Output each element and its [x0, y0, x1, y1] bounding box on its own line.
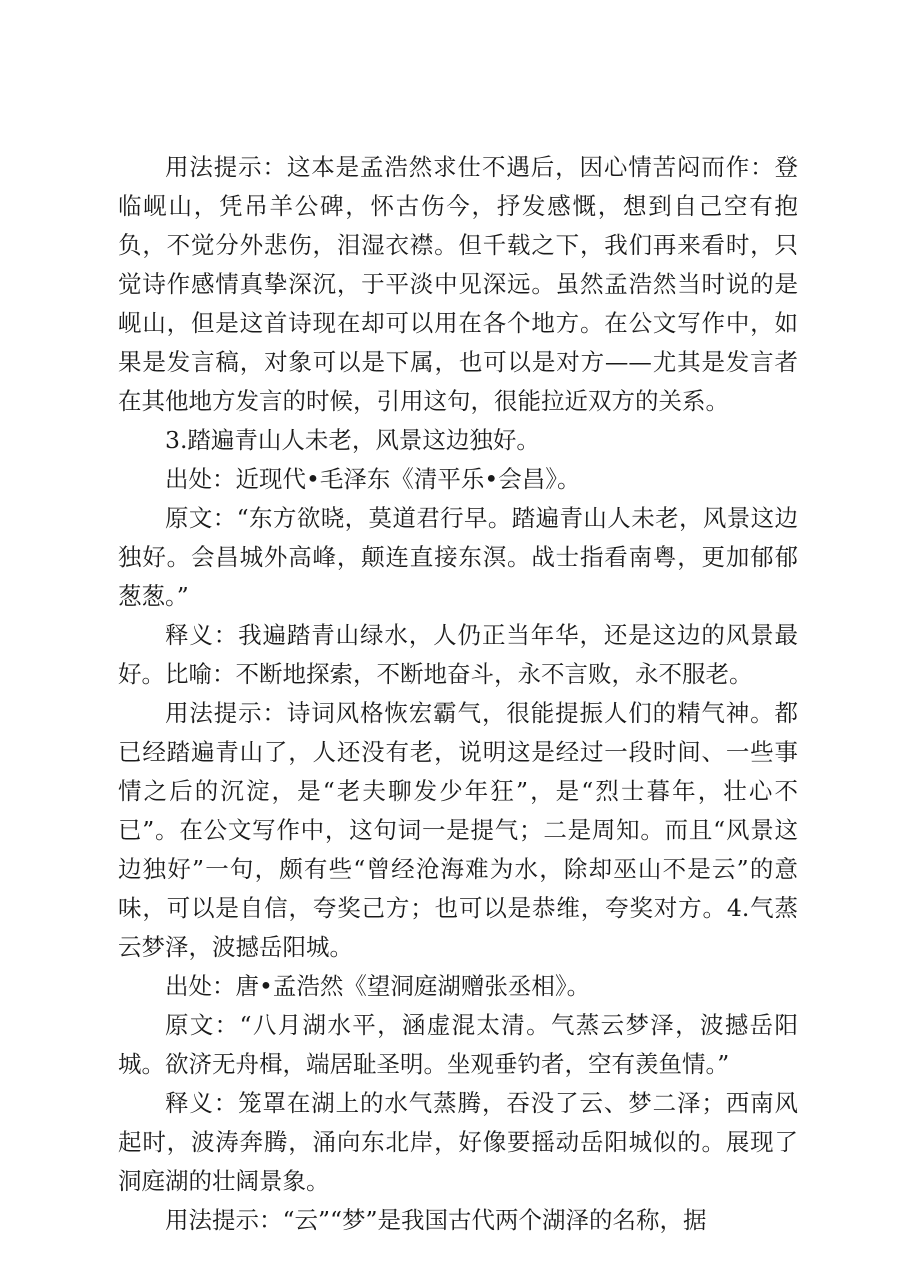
paragraph-meaning-4: 释义：笼罩在湖上的水气蒸腾，吞没了云、梦二泽；西南风起时，波涛奔腾，涌向东北岸，好像要摇动岳阳城似的。展现了洞庭湖的壮阔景象。 — [118, 1089, 798, 1195]
paragraph-original-3: 原文：“东方欲晓，莫道君行早。踏遍青山人未老，风景这边独好。会昌城外高峰，颠连直接东溟。战士指看南粤，更加郁郁葱葱。” — [118, 504, 798, 610]
document-body — [118, 148, 798, 1240]
paragraph-usage-tip-xianshan: 用法提示：这本是孟浩然求仕不遇后，因心情苦闷而作：登临岘山，凭吊羊公碑，怀古伤今，抒发感慨，想到自己空有抱负，不觉分外悲伤，泪湿衣襟。但千载之下，我们再来看时，只觉诗作感情真挚深沉，于平淡中见深远。虽然孟浩然当时说的是岘山，但是这首诗现在却可以用在各个地方。在公文写作中，如果是发言稿，对象可以是下属，也可以是对方——尤其是发言者在其他地方发言的时候，引用这句，很能拉近双方的关系。 — [118, 153, 798, 415]
paragraph-usage-tip-3: 用法提示：诗词风格恢宏霸气，很能提振人们的精气神。都已经踏遍青山了，人还没有老，说明这是经过一段时间、一些事情之后的沉淀，是“老夫聊发少年狂”，是“烈士暮年，壮心不已”。在公文写作中，这句词一是提气；二是周知。而且“风景这边独好”一句，颇有些“曾经沧海难为水，除却巫山不是云”的意味，可以是自信，夸奖己方；也可以是恭维，夸奖对方。4.气蒸云梦泽，波撼岳阳城。 — [118, 699, 798, 961]
paragraph-source-4: 出处：唐•孟浩然《望洞庭湖赠张丞相》。 — [165, 972, 591, 1000]
paragraph-meaning-3: 释义：我遍踏青山绿水，人仍正当年华，还是这边的风景最好。比喻：不断地探索，不断地奋斗，永不言败，永不服老。 — [118, 621, 798, 688]
paragraph-source-3: 出处：近现代•毛泽东《清平乐•会昌》。 — [165, 465, 581, 493]
paragraph-usage-tip-4: 用法提示：“云”“梦”是我国古代两个湖泽的名称，据 — [165, 1206, 707, 1234]
paragraph-original-4: 原文：“八月湖水平，涵虚混太清。气蒸云梦泽，波撼岳阳城。欲济无舟楫，端居耻圣明。坐观垂钓者，空有羡鱼情。” — [118, 1011, 798, 1078]
paragraph-heading-3: 3.踏遍青山人未老，风景这边独好。 — [165, 426, 540, 454]
